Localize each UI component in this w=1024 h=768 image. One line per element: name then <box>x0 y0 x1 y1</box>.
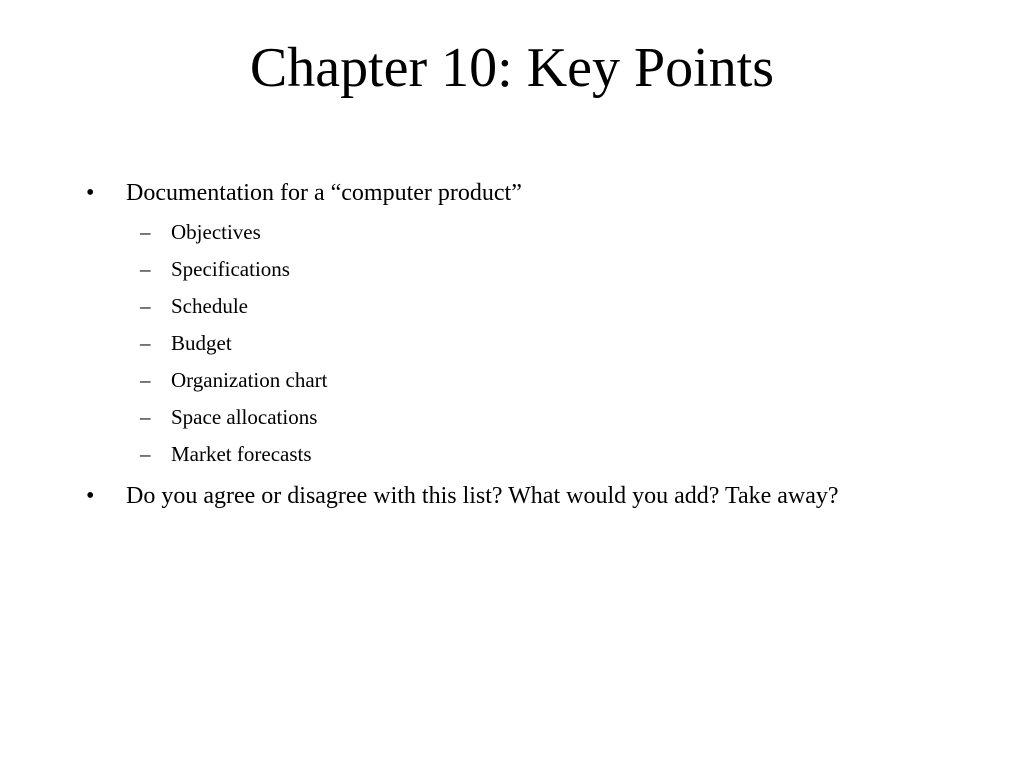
sub-bullet-text: Schedule <box>171 294 248 318</box>
sub-bullet-marker: – <box>140 294 151 318</box>
sub-bullet-text: Market forecasts <box>171 442 312 466</box>
sub-bullet-item <box>0 325 1024 362</box>
bullet-text: Do you agree or disagree with this list? What would you add? Take away? <box>126 483 839 509</box>
bullet-marker: • <box>86 483 95 509</box>
sub-bullet-text: Budget <box>171 331 232 355</box>
sub-bullet-item <box>0 251 1024 288</box>
sub-bullet-item <box>0 362 1024 399</box>
bullet-marker: • <box>86 180 95 206</box>
sub-bullet-marker: – <box>140 368 151 392</box>
bullet-row <box>0 479 916 513</box>
sub-bullet-text: Space allocations <box>171 405 318 429</box>
sub-bullet-marker: – <box>140 331 151 355</box>
sub-bullet-item <box>0 399 1024 436</box>
bullet-text: Documentation for a “computer product” <box>126 180 522 206</box>
sub-bullet-item <box>0 288 1024 325</box>
sub-bullet-marker: – <box>140 405 151 429</box>
sub-bullet-marker: – <box>140 257 151 281</box>
bullet-row <box>0 176 916 210</box>
sub-bullet-text: Organization chart <box>171 368 328 392</box>
bullet-item <box>0 479 1024 513</box>
sub-bullet-text: Specifications <box>171 257 290 281</box>
bullet-item <box>0 176 1024 479</box>
sub-bullet-item <box>0 436 1024 473</box>
sub-bullet-marker: – <box>140 220 151 244</box>
bullet-list <box>0 176 1024 513</box>
sub-bullet-list <box>0 210 1024 479</box>
slide-title: Chapter 10: Key Points <box>249 37 775 99</box>
sub-bullet-item <box>0 214 1024 251</box>
sub-bullet-text: Objectives <box>171 220 261 244</box>
sub-bullet-marker: – <box>140 442 151 466</box>
